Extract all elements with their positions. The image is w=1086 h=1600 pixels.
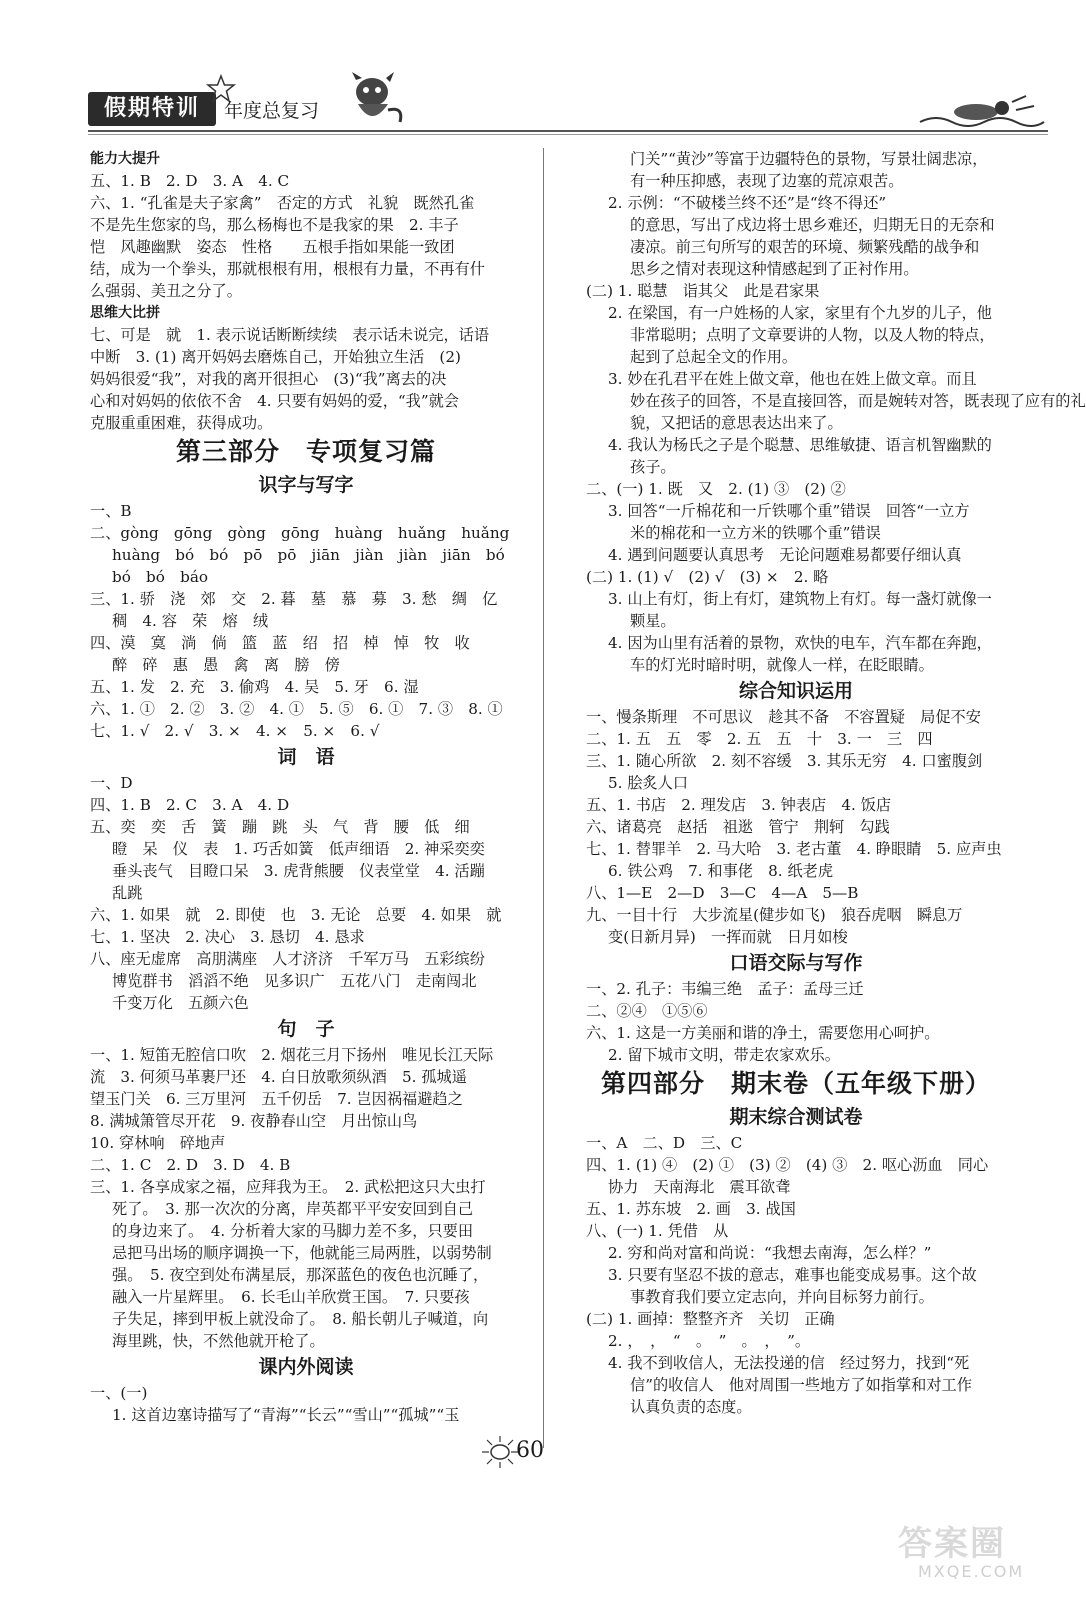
answer-line: 五、1. B 2. D 3. A 4. C	[90, 172, 290, 190]
answer-line: 10. 穿林响 碎地声	[90, 1134, 226, 1152]
section-heading: 综合知识运用	[738, 680, 853, 702]
answer-line: 4. 我认为杨氏之子是个聪慧、思维敏捷、语言机智幽默的	[608, 436, 992, 454]
answer-line: 不是先生您家的鸟，那么杨梅也不是我家的果 2. 丰子	[90, 216, 459, 234]
answer-line: huàng bó bó pō pō jiān jiàn jiàn jiān bó	[112, 546, 505, 564]
answer-line: 稠 4. 容 荣 熔 绒	[112, 612, 269, 630]
answer-line: 3. 只要有坚忍不拔的意志，难事也能变成易事。这个故	[608, 1266, 977, 1284]
answer-line: 凄凉。前三句所写的艰苦的环境、频繁残酷的战争和	[630, 238, 980, 256]
answer-line: 车的灯光时暗时明，就像人一样，在眨眼睛。	[630, 656, 934, 674]
answer-line: 1. 这首边塞诗描写了“青海”“长云”“雪山”“孤城”“玉	[112, 1406, 460, 1424]
answer-line: 妙在孩子的回答，不是直接回答，而是婉转对答，既表现了应有的礼	[630, 392, 1086, 410]
answer-line: 瞪 呆 仪 表 1. 巧舌如簧 低声细语 2. 神采奕奕	[112, 840, 485, 858]
section-heading: 识字与写字	[258, 474, 354, 496]
watermark-url: MXQE.COM	[918, 1562, 1025, 1581]
section-label: 思维大比拼	[90, 305, 160, 321]
answer-line: 强。 5. 夜空到处布满星辰，那深蓝色的夜色也沉睡了，	[112, 1266, 489, 1284]
left-column	[90, 148, 522, 1426]
answer-line: 八、座无虚席 高朋满座 人才济济 千军万马 五彩缤纷	[90, 950, 485, 968]
answer-line: 非常聪明；点明了文章要讲的人物，以及人物的特点，	[630, 326, 995, 344]
section-heading: 词 语	[277, 746, 335, 768]
answer-line: 一、D	[90, 774, 133, 792]
answer-line: 四、1. B 2. C 3. A 4. D	[90, 796, 290, 814]
answer-line: 一、(一)	[90, 1384, 148, 1402]
answer-line: 4. 遇到问题要认真思考 无论问题难易都要仔细认真	[608, 546, 962, 564]
answer-line: 米的棉花和一立方米的铁哪个重”错误	[630, 524, 881, 542]
answer-line: 五、1. 发 2. 充 3. 偷鸡 4. 吴 5. 牙 6. 湿	[90, 678, 419, 696]
answer-line: 子失足，摔到甲板上就没命了。 8. 船长朝儿子喊道，向	[112, 1310, 489, 1328]
answer-line: 2. 示例：“不破楼兰终不还”是“终不得还”	[608, 194, 887, 212]
answer-line: bó bó báo	[112, 568, 209, 586]
page-header	[88, 70, 1048, 134]
section-heading: 课内外阅读	[258, 1356, 354, 1378]
answer-line: 貌，又把话的意思表达出来了。	[630, 414, 843, 432]
answer-line: 4. 我不到收信人，无法投递的信 经过努力，找到“死	[608, 1354, 970, 1372]
answer-line: 门关”“黄沙”等富于边疆特色的景物，写景壮阔悲凉，	[630, 150, 988, 168]
answer-line: 2. 留下城市文明，带走农家欢乐。	[608, 1046, 840, 1064]
answer-line: 一、2. 孔子：韦编三绝 孟子：孟母三迁	[586, 980, 864, 998]
answer-line: 八、(一) 1. 凭借 从	[586, 1222, 729, 1240]
answer-line: 孩子。	[630, 458, 676, 476]
answer-line: 起到了总起全文的作用。	[630, 348, 798, 366]
answer-line: 3. 回答“一斤棉花和一斤铁哪个重”错误 回答“一立方	[608, 502, 970, 520]
site-watermark	[892, 1516, 1062, 1590]
answer-line: 8. 满城箫管尽开花 9. 夜静春山空 月出惊山鸟	[90, 1112, 418, 1130]
answer-line: 垂头丧气 目瞪口呆 3. 虎背熊腰 仪表堂堂 4. 活蹦	[112, 862, 485, 880]
answer-line: 五、1. 苏东坡 2. 画 3. 战国	[586, 1200, 796, 1218]
answer-line: 协力 天南海北 震耳欲聋	[608, 1178, 791, 1196]
answer-line: 八、1—E 2—D 3—C 4—A 5—B	[586, 884, 859, 902]
answer-line: 三、1. 随心所欲 2. 刻不容缓 3. 其乐无穷 4. 口蜜腹剑	[586, 752, 983, 770]
answer-line: 的身边来了。 4. 分析着大家的马脚力差不多，只要田	[112, 1222, 474, 1240]
answer-line: 六、1. “孔雀是夫子家禽” 否定的方式 礼貌 既然孔雀	[90, 194, 475, 212]
answer-line: 三、1. 各享成家之福，应拜我为王。 2. 武松把这只大虫打	[90, 1178, 486, 1196]
header-rule	[88, 130, 1048, 132]
answer-line: 3. 山上有灯，街上有灯，建筑物上有灯。每一盏灯就像一	[608, 590, 992, 608]
part-heading: 第四部分 期末卷（五年级下册）	[600, 1069, 991, 1098]
section-label: 能力大提升	[90, 151, 160, 167]
answer-line: 二、1. C 2. D 3. D 4. B	[90, 1156, 291, 1174]
sun-ornament-icon	[480, 1434, 520, 1470]
answer-line: 五、1. 书店 2. 理发店 3. 钟表店 4. 饭店	[586, 796, 892, 814]
answer-line: 海里跳，快，不然他就开枪了。	[112, 1332, 325, 1350]
answer-line: 融入一片星辉里。 6. 长毛山羊欣赏王国。 7. 只要孩	[112, 1288, 470, 1306]
answer-line: 死了。 3. 那一次次的分离，岸英都平平安安回到自己	[112, 1200, 474, 1218]
answer-line: 结，成为一个拳头，那就根根有用，根根有力量，不再有什	[90, 260, 485, 278]
answer-line: (二) 1. 聪慧 诣其父 此是君家果	[586, 282, 820, 300]
answer-line: 七、1. 替罪羊 2. 马大哈 3. 老古董 4. 睁眼睛 5. 应声虫	[586, 840, 1002, 858]
answer-line: 2. 穷和尚对富和尚说：“我想去南海，怎么样？”	[608, 1244, 932, 1262]
swimmer-decoration-icon	[916, 92, 1046, 132]
answer-line: 二、②④ ①⑤⑥	[586, 1002, 708, 1020]
answer-line: 六、1. 这是一方美丽和谐的净土，需要您用心呵护。	[586, 1024, 940, 1042]
part-heading: 第三部分 专项复习篇	[175, 437, 436, 466]
answer-line: 六、1. 如果 就 2. 即使 也 3. 无论 总要 4. 如果 就	[90, 906, 502, 924]
answer-line: 一、慢条斯理 不可思议 趁其不备 不容置疑 局促不安	[586, 708, 981, 726]
answer-line: 认真负责的态度。	[630, 1398, 752, 1416]
answer-line: 3. 妙在孔君平在姓上做文章，他也在姓上做文章。而且	[608, 370, 977, 388]
answer-line: 恺 风趣幽默 姿态 性格 五根手指如果能一致团	[90, 238, 455, 256]
answer-line: 一、A 二、D 三、C	[586, 1134, 743, 1152]
page-footer	[480, 1434, 600, 1474]
answer-line: 乱跳	[112, 884, 143, 902]
answer-line: 思乡之情对表现这种情感起到了正衬作用。	[630, 260, 919, 278]
answer-line: 九、一目十行 大步流星(健步如飞) 狼吞虎咽 瞬息万	[586, 906, 963, 924]
answer-line: 千变万化 五颜六色	[112, 994, 249, 1012]
section-heading: 句 子	[277, 1018, 335, 1040]
answer-line: 心和对妈妈的依依不舍 4. 只要有妈妈的爱，“我”就会	[90, 392, 459, 410]
tiger-mascot-icon	[338, 70, 408, 130]
answer-line: 忌把马出场的顺序调换一下，他就能三局两胜，以弱势制	[112, 1244, 492, 1262]
answer-line: 六、诸葛亮 赵括 祖逖 管宁 荆轲 勾践	[586, 818, 890, 836]
page-number: 60	[516, 1438, 544, 1463]
header-rule-thin	[88, 134, 1048, 135]
answer-line: 四、1. (1) ④ (2) ① (3) ② (4) ③ 2. 呕心沥血 同心	[586, 1156, 989, 1174]
answer-line: 4. 因为山里有活着的景物，欢快的电车，汽车都在奔跑，	[608, 634, 992, 652]
answer-line: 克服重重困难，获得成功。	[90, 414, 273, 432]
answer-line: 颗星。	[630, 612, 676, 630]
answer-line: 中断 3. (1) 离开妈妈去磨炼自己，开始独立生活 (2)	[90, 348, 461, 366]
brand-logo: 假期特训	[88, 92, 216, 126]
answer-line: 变(日新月异) 一挥而就 日月如梭	[608, 928, 848, 946]
watermark-text: 答案圈	[898, 1524, 1006, 1564]
answer-line: 七、可是 就 1. 表示说话断断续续 表示话未说完，话语	[90, 326, 490, 344]
answer-line: 一、B	[90, 502, 132, 520]
answer-line: 四、漠 寞 淌 倘 篮 蓝 绍 招 棹 悼 牧 收	[90, 634, 470, 652]
answer-line: 2. ， ， “ 。 ” 。 ， ”。	[608, 1332, 811, 1350]
answer-line: 5. 脍炙人口	[608, 774, 689, 792]
answer-line: 2. 在梁国，有一户姓杨的人家，家里有个九岁的儿子，他	[608, 304, 992, 322]
answer-line: 事教育我们要立定志向，并向目标努力前行。	[630, 1288, 934, 1306]
column-divider	[543, 148, 544, 1448]
answer-line: (二) 1. (1) √ (2) √ (3) × 2. 略	[586, 568, 829, 586]
answer-line: 流 3. 何须马革裹尸还 4. 白日放歌须纵酒 5. 孤城遥	[90, 1068, 467, 1086]
answer-line: 五、奕 奕 舌 簧 蹦 跳 头 气 背 腰 低 细	[90, 818, 470, 836]
answer-line: 二、gòng gōng gòng gōng huàng huǎng huǎng	[90, 524, 510, 542]
right-column	[586, 148, 1086, 1418]
answer-line: 望玉门关 6. 三万里河 五千仞岳 7. 岂因祸福避趋之	[90, 1090, 463, 1108]
answer-line: 博览群书 滔滔不绝 见多识广 五花八门 走南闯北	[112, 972, 477, 990]
answer-line: 七、1. 坚决 2. 决心 3. 恳切 4. 恳求	[90, 928, 365, 946]
answer-line: 6. 铁公鸡 7. 和事佬 8. 纸老虎	[608, 862, 834, 880]
answer-line: (二) 1. 画掉：整整齐齐 关切 正确	[586, 1310, 835, 1328]
answer-line: 妈妈很爱“我”，对我的离开很担心 (3)“我”离去的决	[90, 370, 447, 388]
answer-line: 七、1. √ 2. √ 3. × 4. × 5. × 6. √	[90, 722, 380, 740]
answer-line: 信”的收信人 他对周围一些地方了如指掌和对工作	[630, 1376, 972, 1394]
header-subtitle: 年度总复习	[224, 100, 320, 122]
answer-line: 一、1. 短笛无腔信口吹 2. 烟花三月下扬州 唯见长江天际	[90, 1046, 494, 1064]
answer-line: 有一种压抑感，表现了边塞的荒凉艰苦。	[630, 172, 904, 190]
answer-line: 二、1. 五 五 零 2. 五 五 十 3. 一 三 四	[586, 730, 933, 748]
answer-line: 六、1. ① 2. ② 3. ② 4. ① 5. ⑤ 6. ① 7. ③ 8. ①	[90, 700, 503, 718]
answer-line: 醉 碎 惠 愚 禽 离 膀 傍	[112, 656, 340, 674]
answer-line: 的意思，写出了戍边将士思乡难还，归期无日的无奈和	[630, 216, 995, 234]
section-heading: 期末综合测试卷	[729, 1106, 863, 1128]
answer-line: 么强弱、美丑之分了。	[90, 282, 242, 300]
section-heading: 口语交际与写作	[729, 952, 863, 974]
answer-line: 三、1. 骄 浇 郊 交 2. 暮 墓 慕 募 3. 愁 绸 亿	[90, 590, 498, 608]
answer-line: 二、(一) 1. 既 又 2. (1) ③ (2) ②	[586, 480, 846, 498]
